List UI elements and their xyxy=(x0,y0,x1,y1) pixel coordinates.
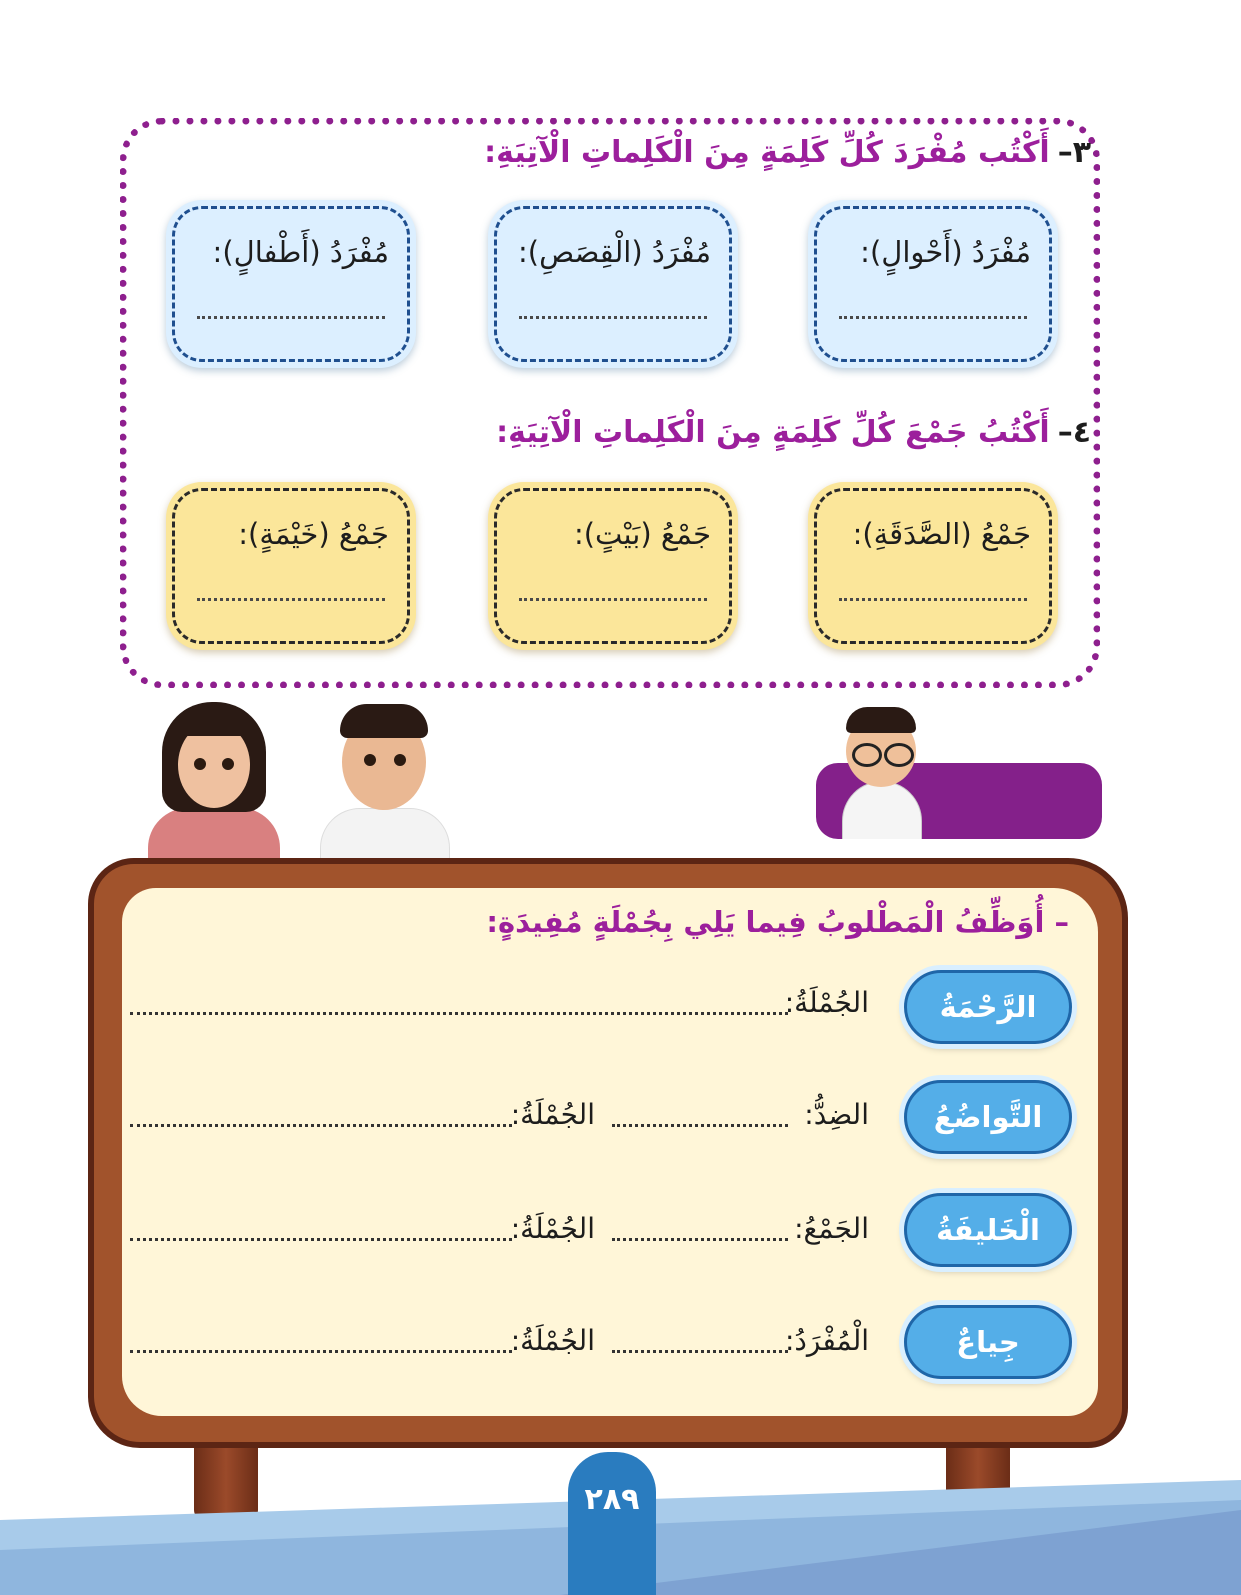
boy-illustration xyxy=(318,700,450,865)
cloud-word: التَّواضُعُ xyxy=(933,1100,1043,1134)
row2-field2-label: الجُمْلَةُ: xyxy=(510,1098,595,1131)
exercise3-number: ٣– xyxy=(1057,135,1091,170)
exercise3-text: أَكْتُب مُفْرَدَ كُلِّ كَلِمَةٍ مِنَ الْكَلِماتِ الْآتِيَةِ: xyxy=(484,135,1050,170)
singular-card-3 xyxy=(166,200,416,368)
word-cloud-2 xyxy=(904,1080,1072,1154)
board-instruction: – أُوَظِّفُ الْمَطْلوبُ فِيما يَلِي بِجُمْلَةٍ مُفِيدَةٍ: xyxy=(486,905,1069,939)
row3-field2-label: الجُمْلَةُ: xyxy=(510,1212,595,1245)
answer-line[interactable] xyxy=(839,598,1027,601)
exercise3-title xyxy=(484,135,1091,170)
row4-field1-label: الْمُفْرَدُ: xyxy=(784,1324,869,1357)
answer-line[interactable] xyxy=(519,598,707,601)
answer-line[interactable] xyxy=(197,598,385,601)
exercise4-number: ٤– xyxy=(1057,415,1091,450)
plural-card-1 xyxy=(808,482,1058,650)
teacher-boy-illustration xyxy=(836,703,926,839)
card-label: جَمْعُ (خَيْمَةٍ): xyxy=(238,517,389,551)
card-label: جَمْعُ (بَيْتٍ): xyxy=(573,517,711,551)
answer-line[interactable] xyxy=(519,316,707,319)
row4-field2-label: الجُمْلَةُ: xyxy=(510,1324,595,1357)
plural-card-2 xyxy=(488,482,738,650)
page-number: ٢٨٩ xyxy=(584,1482,640,1517)
answer-line[interactable] xyxy=(197,316,385,319)
word-cloud-4 xyxy=(904,1305,1072,1379)
page-number-tab xyxy=(568,1452,656,1595)
row3-field2-line[interactable] xyxy=(130,1238,512,1241)
word-cloud-1 xyxy=(904,970,1072,1044)
answer-line[interactable] xyxy=(839,316,1027,319)
plural-card-3 xyxy=(166,482,416,650)
evaluation-label: التَّقْويمُ: xyxy=(1085,18,1215,56)
singular-card-2 xyxy=(488,200,738,368)
row3-field1-line[interactable] xyxy=(612,1238,788,1241)
row4-field1-line[interactable] xyxy=(612,1350,788,1353)
cloud-word: الْخَليفَةُ xyxy=(936,1213,1040,1247)
row4-field2-line[interactable] xyxy=(130,1350,512,1353)
row1-field1-label: الجُمْلَةُ: xyxy=(784,986,869,1019)
row3-field1-label: الجَمْعُ: xyxy=(794,1212,869,1245)
cloud-word: الرَّحْمَةُ xyxy=(939,990,1037,1024)
singular-card-1 xyxy=(808,200,1058,368)
row1-answer-line[interactable] xyxy=(130,1012,788,1015)
card-label: مُفْرَدُ (أَطْفالٍ): xyxy=(212,235,389,269)
cloud-word: جِياعٌ xyxy=(956,1325,1020,1359)
card-label: مُفْرَدُ (أَحْوالٍ): xyxy=(860,235,1031,269)
card-label: مُفْرَدُ (الْقِصَصِ): xyxy=(518,235,711,269)
row2-field2-line[interactable] xyxy=(130,1124,512,1127)
exercise4-title xyxy=(496,415,1091,450)
row2-field1-label: الضِدُّ: xyxy=(804,1098,869,1131)
row2-field1-line[interactable] xyxy=(612,1124,788,1127)
word-cloud-3 xyxy=(904,1193,1072,1267)
card-label: جَمْعُ (الصَّدَقَةِ): xyxy=(852,517,1031,551)
exercise4-text: أَكْتُبُ جَمْعَ كُلِّ كَلِمَةٍ مِنَ الْكَلِماتِ الْآتِيَةِ: xyxy=(496,415,1050,450)
girl-illustration xyxy=(148,700,280,870)
